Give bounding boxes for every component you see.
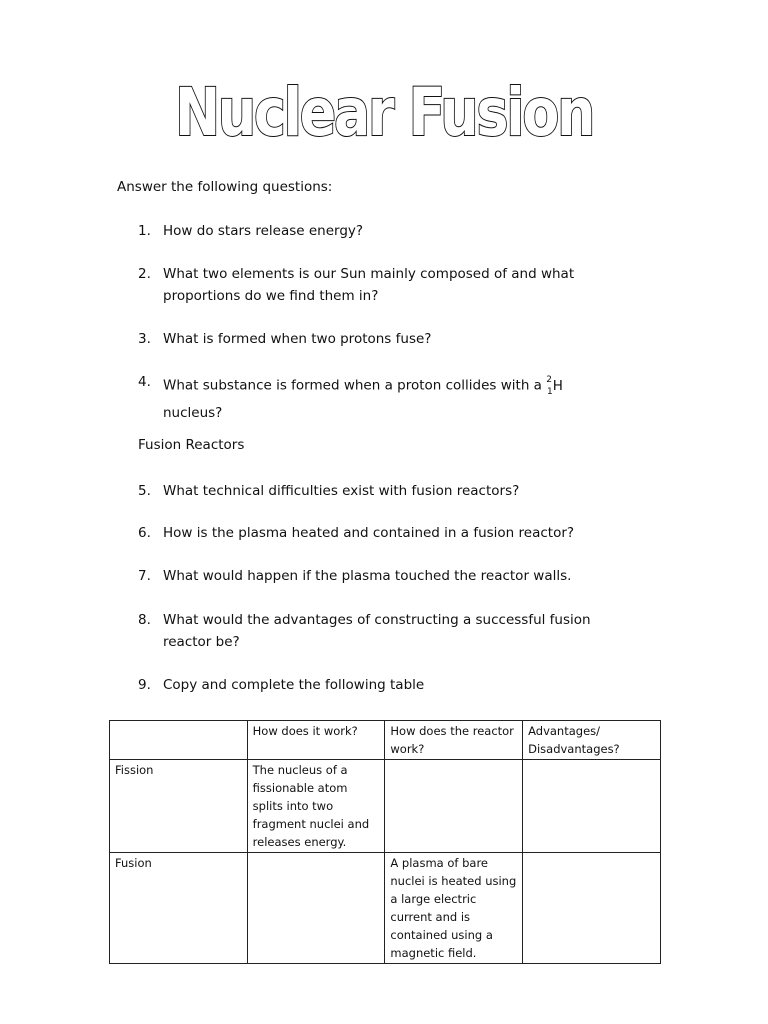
table-row — [110, 853, 661, 964]
question-6 — [138, 522, 618, 544]
table-cell — [523, 760, 661, 853]
question-text — [163, 371, 618, 424]
table-cell — [247, 853, 385, 964]
question-number: 7. — [138, 568, 151, 584]
question-text: What would happen if the plasma touched the reactor walls. — [163, 568, 572, 584]
section-heading: Fusion Reactors — [138, 437, 245, 453]
table-header-cell — [110, 721, 248, 760]
question-8 — [138, 609, 618, 653]
table-header-row — [110, 721, 661, 760]
question-2 — [138, 263, 618, 307]
table-row — [110, 760, 661, 853]
question-number: 2. — [138, 266, 151, 282]
question-number: 4. — [138, 374, 151, 390]
question-number: 1. — [138, 223, 151, 239]
question-text-start: What substance is formed when a proton collides with a — [163, 377, 547, 394]
table-header-cell: Advantages/ Disadvantages? — [523, 721, 661, 760]
question-5 — [138, 480, 618, 502]
question-number: 3. — [138, 331, 151, 347]
question-9 — [138, 674, 618, 696]
table-header-cell: How does it work? — [247, 721, 385, 760]
question-text: What technical difficulties exist with fusion reactors? — [163, 483, 520, 499]
question-number: 9. — [138, 677, 151, 693]
question-3 — [138, 328, 618, 350]
isotope-symbol: H — [552, 377, 563, 394]
table-cell — [523, 853, 661, 964]
question-number: 5. — [138, 483, 151, 499]
question-text: How is the plasma heated and contained in a fusion reactor? — [163, 525, 575, 541]
table-cell: The nucleus of a fissionable atom splits into two fragment nuclei and releases energy. — [247, 760, 385, 853]
table-cell — [385, 760, 523, 853]
question-text: Copy and complete the following table — [163, 677, 425, 693]
table-header-cell: How does the reactor work? — [385, 721, 523, 760]
instructions-text: Answer the following questions: — [117, 179, 333, 195]
table-cell: Fusion — [110, 853, 248, 964]
table-cell: Fission — [110, 760, 248, 853]
question-number: 8. — [138, 612, 151, 628]
comparison-table — [109, 720, 661, 964]
page-title: Nuclear Fusion — [174, 74, 594, 151]
question-text: What two elements is our Sun mainly composed of and what proportions do we find them in? — [163, 266, 575, 304]
question-text-end: nucleus? — [163, 405, 223, 422]
isotope-atomic-number: 1 — [546, 387, 553, 398]
table-cell: A plasma of bare nuclei is heated using a large electric current and is contained using a magnetic field. — [385, 853, 523, 964]
question-1 — [138, 220, 618, 242]
question-text: How do stars release energy? — [163, 223, 364, 239]
isotope-mass-number: 2 — [546, 375, 552, 385]
question-7 — [138, 565, 618, 587]
question-number: 6. — [138, 525, 151, 541]
question-4 — [138, 371, 618, 424]
question-text: What would the advantages of constructing a successful fusion reactor be? — [163, 612, 591, 650]
question-text: What is formed when two protons fuse? — [163, 331, 432, 347]
